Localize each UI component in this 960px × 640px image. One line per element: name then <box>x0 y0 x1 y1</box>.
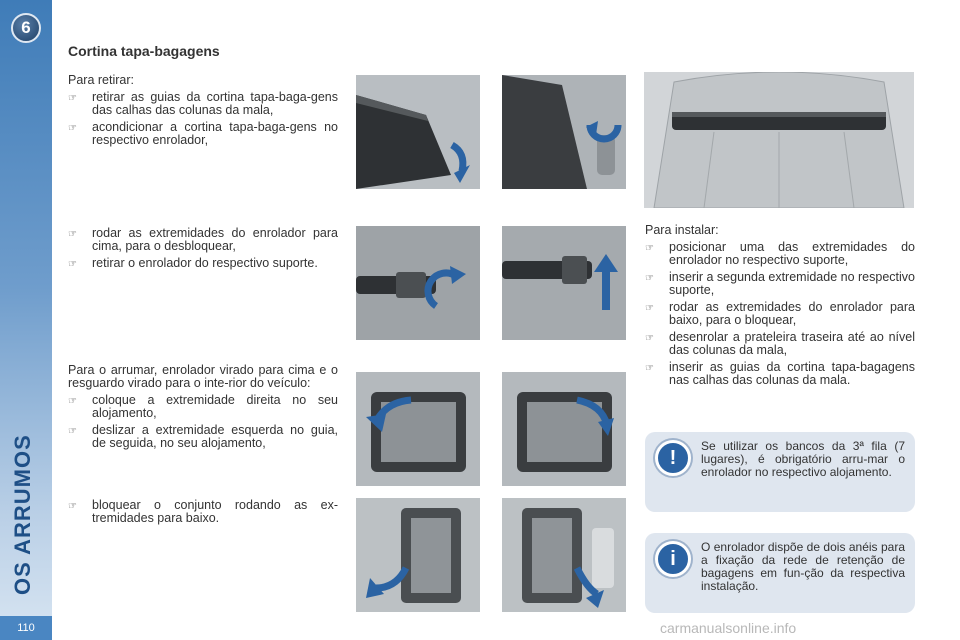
remove-intro: Para retirar: <box>68 73 134 87</box>
pointing-hand-icon: ☞ <box>645 363 654 374</box>
pointing-hand-icon: ☞ <box>68 259 77 270</box>
list-item: ☞ deslizar a extremidade esquerda no guia, de seguida, no seu alojamento, <box>68 423 338 450</box>
chapter-sidebar <box>0 0 52 640</box>
warning-note-text: Se utilizar os bancos da 3ª fila (7 lugares), é obrigatório arru-mar o enrolador no respectivo alojamento. <box>701 439 905 479</box>
photo-unlock-roller <box>356 226 480 340</box>
warning-note <box>645 432 915 512</box>
watermark: carmanualsonline.info <box>660 620 797 636</box>
pointing-hand-icon: ☞ <box>68 501 77 512</box>
chapter-number: 6 <box>21 18 31 37</box>
photo-store-right <box>356 372 480 486</box>
pointing-hand-icon: ☞ <box>68 396 77 407</box>
info-note <box>645 533 915 613</box>
list-item: ☞ acondicionar a cortina tapa-baga-gens no respectivo enrolador, <box>68 120 338 147</box>
list-item: ☞ retirar as guias da cortina tapa-baga-gens das calhas das colunas da mala, <box>68 90 338 117</box>
page-number: 110 <box>0 616 52 640</box>
pointing-hand-icon: ☞ <box>68 229 77 240</box>
pointing-hand-icon: ☞ <box>68 426 77 437</box>
photo-trunk-overview <box>644 72 914 208</box>
chapter-title: OS ARRUMOS <box>10 434 35 595</box>
install-steps <box>645 224 915 387</box>
pointing-hand-icon: ☞ <box>68 93 77 104</box>
info-icon: i <box>655 541 691 577</box>
list-item: ☞ posicionar uma das extremidades do enrolador no respectivo suporte, <box>645 240 915 267</box>
photo-store-left <box>502 372 626 486</box>
remove-steps-a <box>68 74 338 147</box>
photo-lift-roller <box>502 226 626 340</box>
store-final-step <box>68 495 338 525</box>
list-item: ☞ rodar as extremidades do enrolador para baixo, para o bloquear, <box>645 300 915 327</box>
photo-remove-guide <box>356 75 480 189</box>
pointing-hand-icon: ☞ <box>68 123 77 134</box>
list-item: ☞ inserir a segunda extremidade no respectivo suporte, <box>645 270 915 297</box>
section-heading: Cortina tapa-bagagens <box>68 43 220 59</box>
photo-lock-left <box>356 498 480 612</box>
list-item: ☞ rodar as extremidades do enrolador para cima, para o desbloquear, <box>68 226 338 253</box>
store-intro: Para o arrumar, enrolador virado para cima e o resguardo virado para o inte-rior do veículo: <box>68 363 338 390</box>
remove-steps-b <box>68 223 338 271</box>
pointing-hand-icon: ☞ <box>645 243 654 254</box>
pointing-hand-icon: ☞ <box>645 273 654 284</box>
list-item: ☞ coloque a extremidade direita no seu alojamento, <box>68 393 338 420</box>
install-intro: Para instalar: <box>645 223 719 237</box>
pointing-hand-icon: ☞ <box>645 303 654 314</box>
info-note-text: O enrolador dispõe de dois anéis para a fixação da rede de retenção de bagagens em fun-ção da respectiva instalação. <box>701 540 905 593</box>
chapter-number-badge <box>11 13 41 43</box>
store-steps <box>68 364 338 450</box>
list-item: ☞ desenrolar a prateleira traseira até ao nível das colunas da mala, <box>645 330 915 357</box>
warning-icon: ! <box>655 440 691 476</box>
list-item: ☞ retirar o enrolador do respectivo suporte. <box>68 256 318 270</box>
photo-lock-right <box>502 498 626 612</box>
list-item: ☞ inserir as guias da cortina tapa-bagagens nas calhas das colunas da mala. <box>645 360 915 387</box>
photo-roll-cover <box>502 75 626 189</box>
list-item: ☞ bloquear o conjunto rodando as ex-tremidades para baixo. <box>68 498 338 525</box>
pointing-hand-icon: ☞ <box>645 333 654 344</box>
